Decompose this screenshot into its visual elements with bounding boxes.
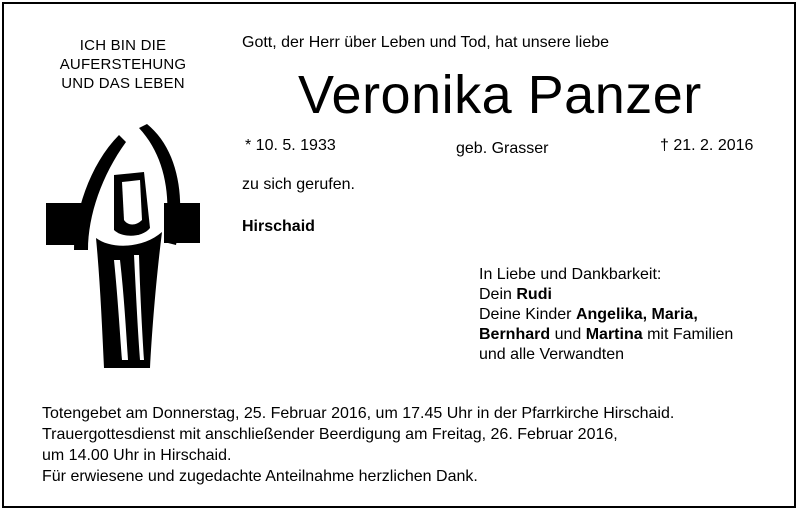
resurrection-cross-icon bbox=[44, 120, 204, 370]
mourner-names: Angelika, Maria, bbox=[575, 306, 698, 323]
mourners-suffix: mit Familien bbox=[642, 326, 734, 343]
footer-line: Für erwiesene und zugedachte Anteilnahme herzlichen Dank. bbox=[42, 468, 478, 485]
mourner-name: Martina bbox=[585, 326, 643, 343]
called-text: zu sich gerufen. bbox=[242, 176, 355, 193]
mourners-line bbox=[479, 285, 733, 305]
birth-date: * 10. 5. 1933 bbox=[245, 137, 336, 154]
mourners-line bbox=[479, 325, 733, 345]
mourners-intro: In Liebe und Dankbarkeit: bbox=[479, 266, 662, 283]
mourner-name: Bernhard bbox=[479, 326, 551, 343]
death-date: † 21. 2. 2016 bbox=[660, 137, 754, 154]
deceased-name: Veronika Panzer bbox=[298, 65, 702, 125]
mourners-connector: und bbox=[550, 326, 586, 343]
motto-line: AUFERSTEHUNG bbox=[59, 56, 187, 73]
intro-text: Gott, der Herr über Leben und Tod, hat unsere liebe bbox=[242, 34, 610, 51]
maiden-name: geb. Grasser bbox=[456, 140, 549, 157]
motto-line: ICH BIN DIE bbox=[79, 37, 167, 54]
footer-line: um 14.00 Uhr in Hirschaid. bbox=[42, 447, 232, 464]
mourner-name: Rudi bbox=[516, 286, 552, 303]
motto bbox=[48, 36, 198, 93]
service-info bbox=[42, 403, 674, 487]
motto-line: UND DAS LEBEN bbox=[61, 75, 185, 92]
mourners-prefix: Dein bbox=[479, 286, 517, 303]
mourners-line bbox=[479, 305, 733, 325]
mourners-line: und alle Verwandten bbox=[479, 346, 624, 363]
mourners-block bbox=[479, 265, 733, 365]
mourners-prefix: Deine Kinder bbox=[479, 306, 576, 323]
footer-line: Trauergottesdienst mit anschließender Beerdigung am Freitag, 26. Februar 2016, bbox=[42, 426, 618, 443]
footer-line: Totengebet am Donnerstag, 25. Februar 2016, um 17.45 Uhr in der Pfarrkirche Hirschaid. bbox=[42, 405, 675, 422]
place-name: Hirschaid bbox=[242, 218, 315, 235]
